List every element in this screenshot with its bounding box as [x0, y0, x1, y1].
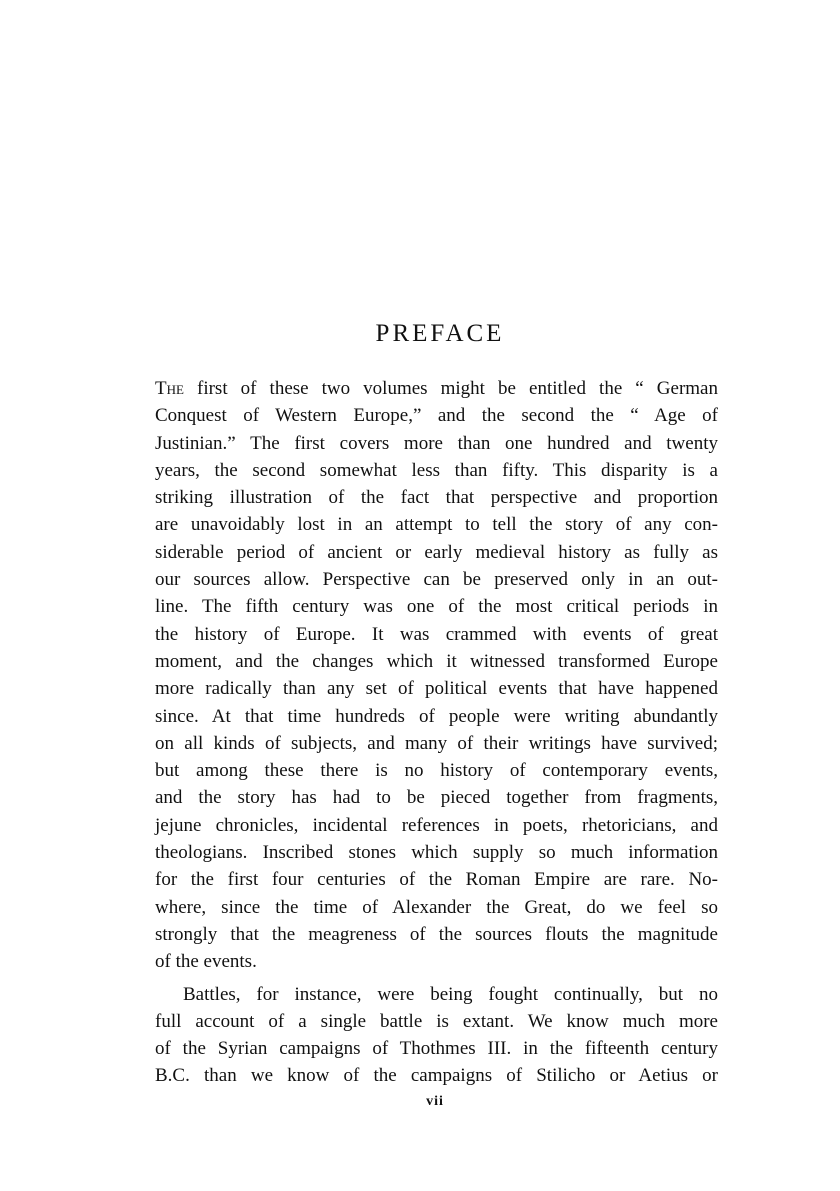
text-line: but among these there is no history of contemporary events,: [155, 760, 718, 782]
text-line: since. At that time hundreds of people were writing abundantly: [155, 705, 718, 727]
era-abbreviation: B.C.: [155, 1065, 190, 1087]
text-line: [155, 1062, 718, 1089]
paragraph-2: [155, 981, 718, 1090]
text-line: for the first four centuries of the Roman Empire are rare. No-: [155, 869, 718, 891]
text-line: siderable period of ancient or early medieval history as fully as: [155, 541, 718, 563]
text-line: full account of a single battle is extant. We know much more: [155, 1010, 718, 1032]
text-line: moment, and the changes which it witnessed transformed Europe: [155, 650, 718, 672]
text-line: where, since the time of Alexander the Great, do we feel so: [155, 896, 718, 918]
text-line: jejune chronicles, incidental references in poets, rhetoricians, and: [155, 814, 718, 836]
text-line: theologians. Inscribed stones which supply so much information: [155, 842, 718, 864]
text-line: Justinian.” The first covers more than one hundred and twenty: [155, 432, 718, 454]
text-line: Battles, for instance, were being fought continually, but no: [183, 983, 718, 1005]
line-text: first of these two volumes might be entitled the “ German: [183, 378, 718, 399]
preface-body: [155, 375, 718, 1090]
text-line: of the events.: [155, 951, 257, 973]
page-number: vii: [426, 1094, 444, 1109]
text-line: striking illustration of the fact that perspective and proportion: [155, 487, 718, 509]
text-line: of the Syrian campaigns of Thothmes III. in the fifteenth century: [155, 1038, 718, 1060]
text-line: the history of Europe. It was crammed with events of great: [155, 623, 718, 645]
text-line: and the story has had to be pieced together from fragments,: [155, 787, 718, 809]
drop-word: The: [155, 378, 184, 399]
text-line: Conquest of Western Europe,” and the second the “ Age of: [155, 405, 718, 427]
page-title: PREFACE: [375, 320, 505, 347]
paragraph-1: [155, 375, 718, 976]
text-line: years, the second somewhat less than fifty. This disparity is a: [155, 459, 718, 481]
line-text: than we know of the campaigns of Stilicho or Aetius or: [189, 1065, 718, 1087]
text-line: [155, 375, 718, 402]
text-line: on all kinds of subjects, and many of their writings have survived;: [155, 732, 718, 754]
text-line: more radically than any set of political events that have happened: [155, 678, 718, 700]
text-line: line. The fifth century was one of the most critical periods in: [155, 596, 718, 618]
text-line: strongly that the meagreness of the sources flouts the magnitude: [155, 923, 718, 945]
text-line: are unavoidably lost in an attempt to tell the story of any con-: [155, 514, 718, 536]
text-line: our sources allow. Perspective can be preserved only in an out-: [155, 569, 718, 591]
